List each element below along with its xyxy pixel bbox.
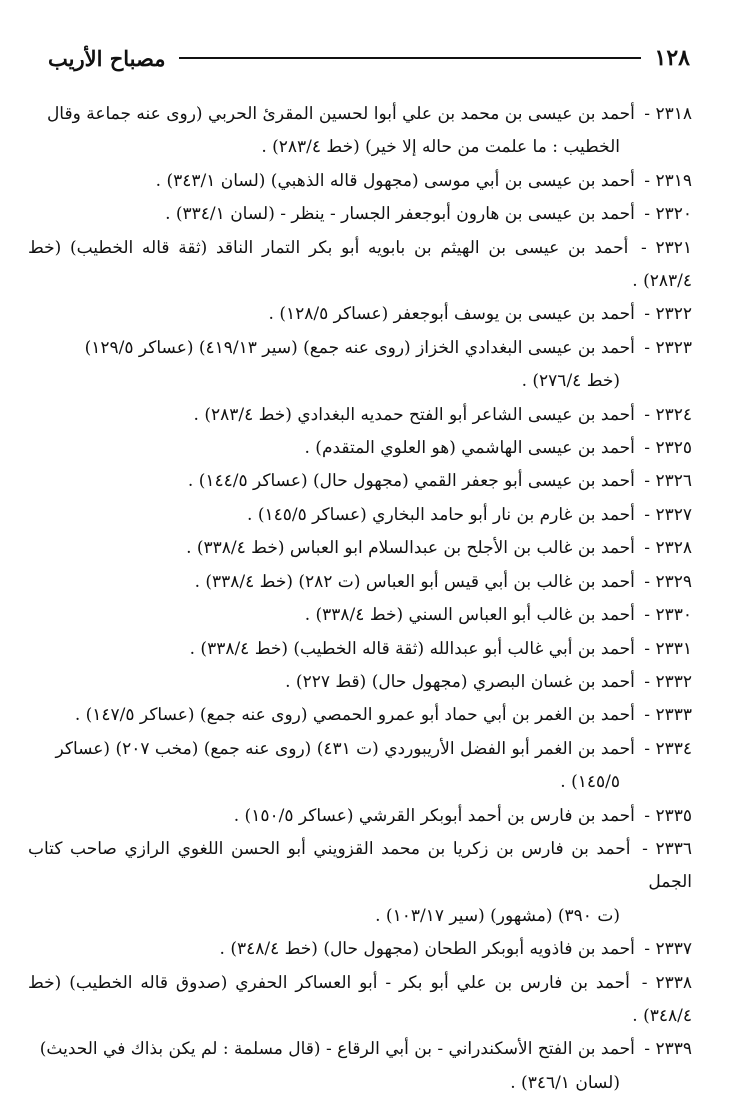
entry-dash: - xyxy=(638,304,656,325)
entry-line xyxy=(28,499,692,532)
entry-text: أحمد بن عيسى الهاشمي (هو العلوي المتقدم) . xyxy=(304,438,635,459)
entry-number: ٢٣٣٤ xyxy=(655,738,692,759)
entry-line xyxy=(28,633,692,666)
entry-text: أحمد بن عيسى بن الهيثم بن بابويه أبو بكر التمار الناقد (ثقة قاله الخطيب) (خط ٢٨٣/٤) . xyxy=(28,237,692,292)
entry xyxy=(28,298,692,331)
entry xyxy=(28,432,692,465)
entry-text: أحمد بن أبي غالب أبو عبدالله (ثقة قاله الخطيب) (خط ٣٣٨/٤) . xyxy=(189,638,635,659)
entry-text: أحمد بن عيسى بن محمد بن علي أبوا لحسين المقرئ الحربي (روى عنه جماعة وقال xyxy=(46,104,635,124)
entry-line xyxy=(28,198,692,231)
entry-dash: - xyxy=(638,805,656,826)
entries-list xyxy=(28,98,692,1100)
entry xyxy=(28,399,692,432)
entry-text: أحمد بن غالب بن الأجلح بن عبدالسلام ابو العباس (خط ٣٣٨/٤) . xyxy=(186,538,635,559)
entry-dash: - xyxy=(638,471,656,492)
entry-dash: - xyxy=(634,838,656,859)
entry-number: ٢٣٣٩ xyxy=(655,1039,692,1060)
entry-text: أحمد بن غارم بن نار أبو حامد البخاري (عساكر ١٤٥/٥) . xyxy=(247,504,635,525)
entry-number: ٢٣٣٣ xyxy=(655,705,692,726)
entry-dash: - xyxy=(638,170,656,191)
entry xyxy=(28,499,692,532)
entry-line xyxy=(28,967,692,1034)
entry xyxy=(28,666,692,699)
page-header xyxy=(48,38,690,78)
entry xyxy=(28,599,692,632)
entry-text: أحمد بن غسان البصري (مجهول حال) (قط ٢٢٧) . xyxy=(285,671,635,692)
entry-number: ٢٣٢٩ xyxy=(655,571,692,592)
entry xyxy=(28,633,692,666)
running-title: مصباح الأريب xyxy=(48,45,166,71)
entry-number: ٢٣٢٣ xyxy=(655,337,692,358)
entry-text: أحمد بن عيسى بن يوسف أبوجعفر (عساكر ١٢٨/٥) . xyxy=(268,304,635,325)
entry xyxy=(28,465,692,498)
entry-dash: - xyxy=(633,972,656,993)
entry-line xyxy=(28,800,692,833)
entry xyxy=(28,800,692,833)
entry-dash: - xyxy=(638,671,656,692)
entry xyxy=(28,332,692,399)
entry-line xyxy=(28,432,692,465)
entry-number: ٢٣١٩ xyxy=(655,170,692,191)
entry-text: أحمد بن عيسى أبو جعفر القمي (مجهول حال) (عساكر ١٤٤/٥) . xyxy=(187,471,635,492)
entry-dash: - xyxy=(638,104,656,124)
entry xyxy=(28,566,692,599)
entry-number: ٢٣٣٨ xyxy=(655,972,692,993)
entry xyxy=(28,198,692,231)
entry-line xyxy=(28,532,692,565)
entry-number: ٢٣٢٥ xyxy=(655,438,692,459)
entry-number: ٢٣٣٦ xyxy=(655,838,692,859)
entry-dash: - xyxy=(638,204,656,225)
entry-continuation: الخطيب : ما علمت من حاله إلا خير) (خط ٢٨٣/٤) . xyxy=(261,137,620,158)
entry-number: ٢٣٢٤ xyxy=(655,404,692,425)
entry-continuation: (ت ٣٩٠) (مشهور) (سير ١٠٣/١٧) . xyxy=(375,905,620,926)
entry-line xyxy=(28,933,692,966)
entry-number: ٢٣٣٠ xyxy=(655,605,692,626)
entry-text: أحمد بن عيسى البغدادي الخزاز (روى عنه جمع) (سير ٤١٩/١٣) (عساكر ١٢٩/٥) xyxy=(84,337,635,358)
entry-dash: - xyxy=(638,538,656,559)
entry-line xyxy=(28,298,692,331)
entry-text: أحمد بن فارس بن أحمد أبوبكر القرشي (عساكر ١٥٠/٥) . xyxy=(233,805,635,826)
entry-line xyxy=(28,733,692,766)
entry-dash: - xyxy=(638,571,656,592)
entry xyxy=(28,1033,692,1100)
entry-text: أحمد بن فاذويه أبوبكر الطحان (مجهول حال) (خط ٣٤٨/٤) . xyxy=(219,939,635,960)
entry-line xyxy=(28,699,692,732)
entry-number: ٢٣٣٧ xyxy=(655,939,692,960)
entry-line xyxy=(28,399,692,432)
entry-line xyxy=(28,165,692,198)
entry-continuation: ١٤٥/٥) . xyxy=(560,772,620,793)
entry-line xyxy=(28,599,692,632)
page-number: ١٢٨ xyxy=(654,45,690,71)
entry-number: ٢٣٢١ xyxy=(655,237,692,258)
entry-text: أحمد بن الفتح الأسكندراني - بن أبي الرقاع - (قال مسلمة : لم يكن بذاك في الحديث) xyxy=(39,1039,635,1060)
entry-dash: - xyxy=(638,438,656,459)
entry-text: أحمد بن غالب أبو العباس السني (خط ٣٣٨/٤) . xyxy=(304,605,635,626)
entry-dash: - xyxy=(638,504,656,525)
entry-number: ٢٣٢٢ xyxy=(655,304,692,325)
entry-text: أحمد بن غالب بن أبي قيس أبو العباس (ت ٢٨٢) (خط ٣٣٨/٤) . xyxy=(194,571,635,592)
entry-continuation: (خط ٢٧٦/٤) . xyxy=(521,371,620,392)
entry-line xyxy=(28,666,692,699)
entry-dash: - xyxy=(638,705,656,726)
entry-dash: - xyxy=(638,939,656,960)
entry-text: أحمد بن عيسى الشاعر أبو الفتح حمديه البغدادي (خط ٢٨٣/٤) . xyxy=(193,404,635,425)
entry-dash: - xyxy=(638,738,656,759)
entry-number: ٢٣٣٥ xyxy=(655,805,692,826)
entry-number: ٢٣٢٠ xyxy=(655,204,692,225)
entry xyxy=(28,733,692,800)
entry xyxy=(28,933,692,966)
entry-text: أحمد بن عيسى بن أبي موسى (مجهول قاله الذهبي) (لسان ٣٤٣/١) . xyxy=(155,170,635,191)
entry xyxy=(28,967,692,1034)
entry xyxy=(28,699,692,732)
entry-line xyxy=(28,566,692,599)
entry xyxy=(28,232,692,299)
entry-text: أحمد بن فارس بن زكريا بن محمد القزويني أبو الحسن اللغوي الرازي صاحب كتاب الجمل xyxy=(28,838,692,893)
entry xyxy=(28,833,692,933)
entry-continuation: (لسان ٣٤٦/١) . xyxy=(510,1072,620,1093)
entry-dash: - xyxy=(638,605,656,626)
entry-dash: - xyxy=(638,404,656,425)
entry-number: ٢٣٢٧ xyxy=(655,504,692,525)
entry-dash: - xyxy=(638,1039,656,1060)
header-rule xyxy=(179,57,640,59)
entry-line xyxy=(28,98,692,131)
entry-text: أحمد بن فارس بن علي أبو بكر - أبو العساكر الحفري (صدوق قاله الخطيب) (خط ٣٤٨/٤) . xyxy=(28,972,692,1026)
entry-number: ٢٣٢٨ xyxy=(655,538,692,559)
entry-text: أحمد بن الغمر بن أبي حماد أبو عمرو الحمصي (روى عنه جمع) (عساكر ١٤٧/٥) . xyxy=(74,705,635,726)
entry-number: ٢٣٢٦ xyxy=(655,471,692,492)
entry-line xyxy=(28,332,692,365)
entry xyxy=(28,532,692,565)
entry-line xyxy=(28,1033,692,1066)
entry xyxy=(28,98,692,165)
entry-line xyxy=(28,232,692,299)
entry xyxy=(28,165,692,198)
entry-dash: - xyxy=(638,337,656,358)
entry-number: ٢٣٣١ xyxy=(655,638,692,659)
entry-number: ٢٣٣٢ xyxy=(655,671,692,692)
entry-line xyxy=(28,833,692,900)
entry-number: ٢٣١٨ xyxy=(655,104,692,124)
entry-text: أحمد بن الغمر أبو الفضل الأريبوردي (ت ٤٣١) (روى عنه جمع) (مخب ٢٠٧) (عساكر xyxy=(55,738,635,759)
entry-dash: - xyxy=(632,237,656,258)
entry-dash: - xyxy=(638,638,656,659)
entry-text: أحمد بن عيسى بن هارون أبوجعفر الجسار - ينظر - (لسان ٣٣٤/١) . xyxy=(165,204,635,225)
entry-line xyxy=(28,465,692,498)
